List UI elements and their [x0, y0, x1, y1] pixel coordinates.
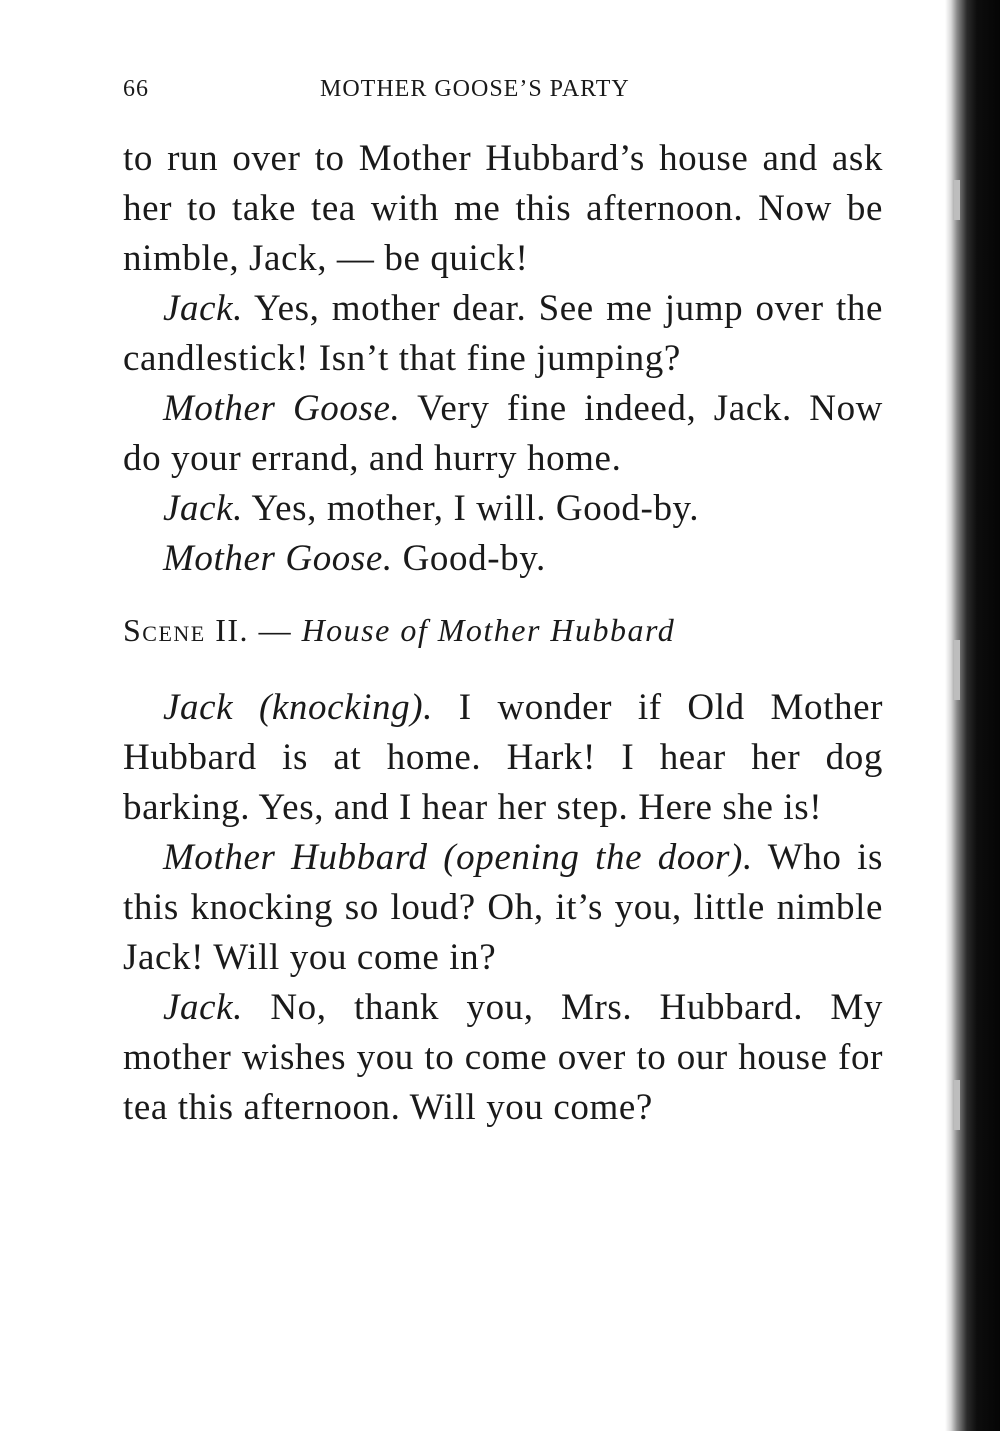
speaker-name: Jack. [163, 987, 244, 1028]
paragraph-text: to run over to Mother Hubbard’s house and ask her to take tea with me this afternoon. Now be nimble, Jack, — be quick! [123, 138, 883, 279]
dialogue-line [123, 534, 883, 584]
dialogue-line [123, 384, 883, 484]
speaker-name: Jack. [163, 288, 244, 329]
paragraph-continuation [123, 134, 883, 284]
stage-direction: (knocking). [233, 687, 433, 728]
dialogue-text: Who is this knocking so loud? Oh, it’s you, little nimble Jack! Will you come in? [123, 837, 884, 978]
page-binding-edge [945, 0, 1000, 1431]
dialogue-text: Yes, mother dear. See me jump over the candlestick! Isn’t that fine jumping? [123, 288, 883, 379]
dialogue-text: Good-by. [392, 538, 546, 579]
scene-place: House of Mother Hubbard [301, 612, 676, 648]
dialogue-text: No, thank you, Mrs. Hubbard. My mother wishes you to come over to our house for tea this afternoon. Will you come? [123, 987, 883, 1128]
binding-speck [954, 640, 960, 700]
binding-speck [954, 1080, 960, 1130]
dialogue-line [123, 833, 883, 983]
scene-label: Scene II. [123, 612, 250, 648]
speaker-name: Mother Goose. [163, 538, 393, 579]
running-title: MOTHER GOOSE’S PARTY [320, 76, 630, 102]
dialogue-text: Very fine indeed, Jack. Now do your errand, and hurry home. [123, 388, 883, 479]
speaker-name: Mother Goose. [163, 388, 401, 429]
binding-speck [954, 180, 960, 220]
dialogue-line [123, 484, 883, 534]
page-body [123, 134, 883, 1133]
dialogue-line [123, 683, 883, 833]
speaker-name: Jack [163, 687, 234, 728]
dialogue-line [123, 983, 883, 1133]
speaker-name: Jack. [163, 488, 244, 529]
speaker-name: Mother Hubbard [163, 837, 428, 878]
scene-dash: — [249, 612, 302, 648]
scene-heading [123, 605, 883, 655]
stage-direction: (opening the door). [427, 837, 753, 878]
page-header [123, 76, 888, 110]
page-number: 66 [123, 76, 149, 102]
dialogue-text: Yes, mother, I will. Good-by. [243, 488, 700, 529]
dialogue-line [123, 284, 883, 384]
dialogue-text: I wonder if Old Mother Hubbard is at home. Hark! I hear her dog barking. Yes, and I hear her step. Here she is! [123, 687, 884, 828]
